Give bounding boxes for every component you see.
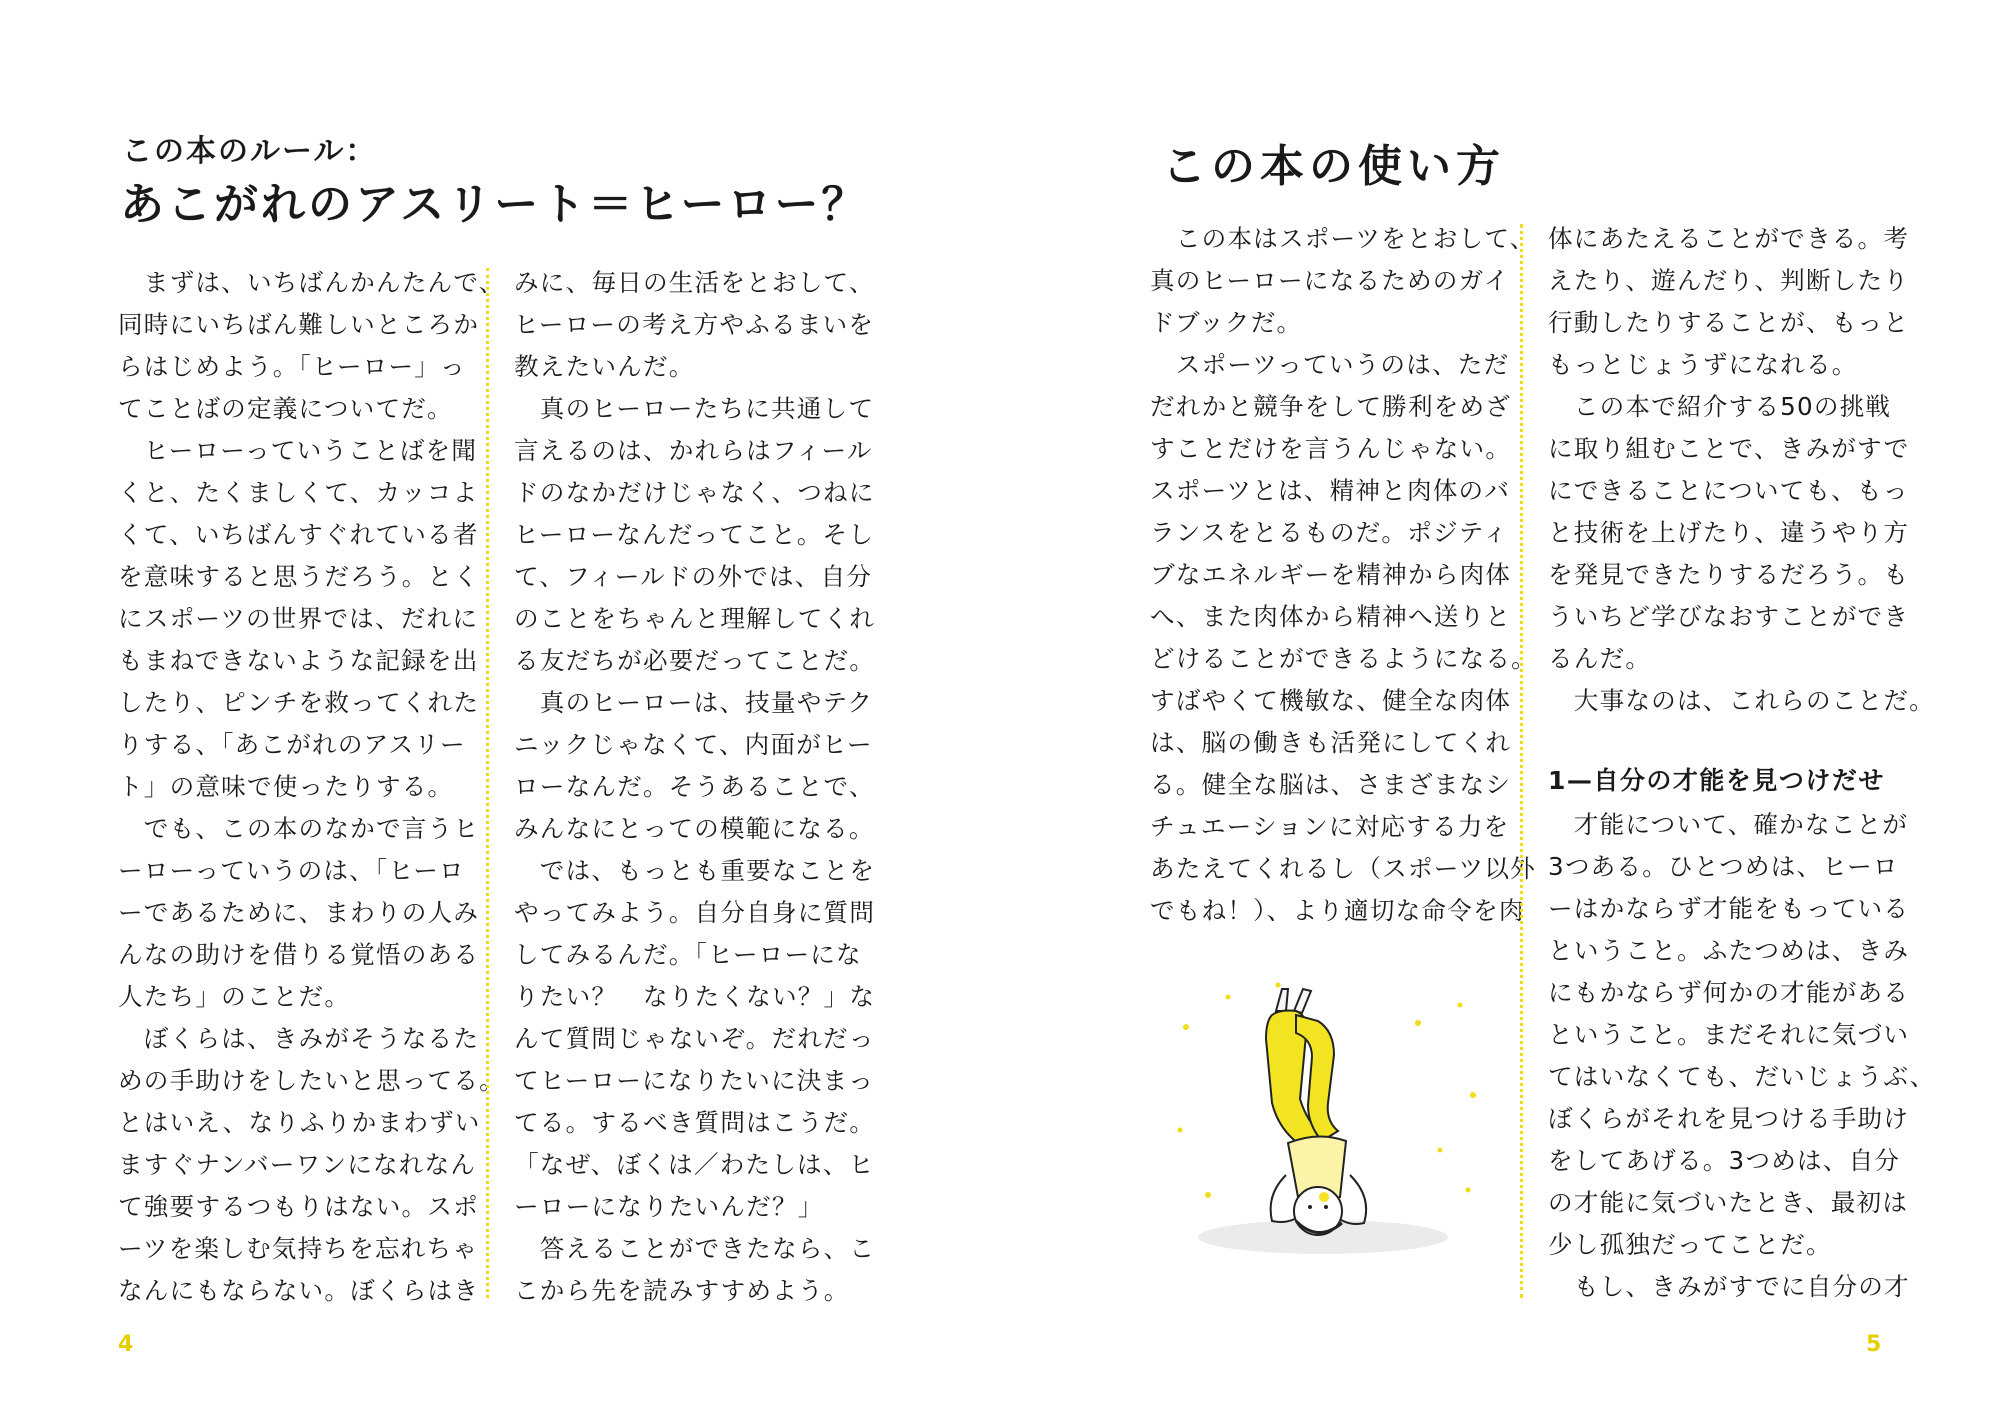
text-line-content: を発見できたりするだろう。も — [1548, 560, 1910, 589]
text-line-content: スポーツとは、精神と肉体のバ — [1150, 476, 1511, 505]
text-line — [118, 514, 505, 556]
text-line — [1548, 470, 1935, 512]
text-line — [1548, 1140, 1935, 1182]
text-line — [1150, 890, 1537, 932]
text-line — [514, 1228, 875, 1270]
text-line-content: は、脳の働きも活発にしてくれ — [1150, 728, 1512, 757]
text-line — [1548, 1266, 1935, 1308]
text-line-content: もっとじょうずになれる。 — [1548, 350, 1858, 379]
page-number-left: 4 — [118, 1332, 134, 1357]
text-line — [118, 640, 505, 682]
text-line-content: の才能に気づいたとき、最初は — [1548, 1188, 1909, 1217]
text-line — [118, 682, 505, 724]
text-line — [1150, 302, 1537, 344]
text-line — [1548, 554, 1935, 596]
text-line — [1150, 260, 1537, 302]
text-line — [1548, 1014, 1935, 1056]
text-line-content: もまねできないような記録を出 — [118, 646, 479, 675]
text-line-content: めの手助けをしたいと思ってる。 — [118, 1066, 505, 1095]
text-line-content: してみるんだ。「ヒーローにな — [514, 940, 862, 969]
text-line — [514, 934, 875, 976]
text-line-content: ーツを楽しむ気持ちを忘れちゃ — [118, 1234, 479, 1263]
text-line-content: んなの助けを借りる覚悟のある — [118, 940, 480, 969]
text-line — [1548, 218, 1935, 260]
text-line — [118, 976, 505, 1018]
text-line — [1150, 680, 1537, 722]
text-line-content: この本はスポーツをとおして、 — [1150, 224, 1536, 253]
text-line — [118, 1228, 505, 1270]
text-line — [118, 556, 505, 598]
text-line-content: ドのなかだけじゃなく、つねに — [514, 478, 875, 507]
text-line-content: 少し孤独だってことだ。 — [1548, 1230, 1832, 1259]
text-line-content: て強要するつもりはない。スポ — [118, 1192, 479, 1221]
text-line — [1548, 1056, 1935, 1098]
headstand-illustration — [1168, 975, 1498, 1270]
right-page — [1000, 0, 2000, 1410]
page-title: この本の使い方 — [1162, 141, 1505, 192]
text-line-content: てことばの定義についてだ。 — [118, 394, 453, 423]
text-line — [514, 1270, 875, 1312]
right-page-column-2-bottom — [1548, 804, 1935, 1308]
text-line-content: でも、この本のなかで言うヒ — [118, 814, 480, 843]
text-line — [514, 262, 875, 304]
text-line — [514, 556, 875, 598]
text-line-content: こから先を読みすすめよう。 — [514, 1276, 850, 1305]
text-line — [118, 598, 505, 640]
text-line-content: ヒーローっていうことばを聞 — [118, 436, 478, 465]
text-line — [1548, 888, 1935, 930]
text-line — [1548, 638, 1935, 680]
text-line-content: へ、また肉体から精神へ送りと — [1150, 602, 1512, 631]
text-line — [1150, 386, 1537, 428]
text-line — [118, 724, 505, 766]
right-page-column-2-top — [1548, 218, 1935, 722]
text-line — [1548, 930, 1935, 972]
text-line — [514, 1144, 875, 1186]
text-line — [1150, 512, 1537, 554]
text-line — [514, 724, 875, 766]
text-line-content: くて、いちばんすぐれている者 — [118, 520, 479, 549]
text-line — [118, 1144, 505, 1186]
text-line-content: だれかと競争をして勝利をめざ — [1150, 392, 1512, 421]
text-line-content: て、フィールドの外では、自分 — [514, 562, 873, 591]
text-line — [1150, 596, 1537, 638]
text-line-content: らはじめよう。「ヒーロー」っ — [118, 352, 466, 381]
text-line-content: 3つある。ひとつめは、ヒーロ — [1548, 852, 1899, 881]
text-line — [118, 1018, 505, 1060]
text-line — [118, 1060, 505, 1102]
text-line — [514, 1102, 875, 1144]
text-line — [514, 640, 875, 682]
text-line-content: ト」の意味で使ったりする。 — [118, 772, 454, 801]
text-line-content: まずは、いちばんかんたんで、 — [118, 268, 505, 297]
text-line — [1548, 804, 1935, 846]
text-line — [1548, 680, 1935, 722]
text-line — [1548, 596, 1935, 638]
text-line — [514, 808, 875, 850]
column-divider — [1520, 224, 1523, 1298]
text-line — [1150, 806, 1537, 848]
text-line — [1150, 764, 1537, 806]
text-line — [118, 850, 505, 892]
text-line-content: えたり、遊んだり、判断したり — [1548, 266, 1910, 295]
text-line-content: ランスをとるものだ。ポジティ — [1150, 518, 1509, 547]
text-line-content: ドブックだ。 — [1150, 308, 1303, 337]
text-line-content: すことだけを言うんじゃない。 — [1150, 434, 1512, 463]
text-line — [514, 472, 875, 514]
text-line-content: やってみよう。自分自身に質問 — [514, 898, 876, 927]
text-line-content: みに、毎日の生活をとおして、 — [514, 268, 875, 297]
text-line — [118, 1270, 505, 1312]
text-line — [118, 346, 505, 388]
text-line-content: 体にあたえることができる。考 — [1548, 224, 1910, 253]
text-line-content: でもね！）、より適切な命令を肉 — [1150, 896, 1525, 925]
text-line-content: にできることについても、もっ — [1548, 476, 1909, 505]
text-line-content: る友だちが必要だってことだ。 — [514, 646, 876, 675]
text-line — [1548, 1224, 1935, 1266]
text-line — [514, 598, 875, 640]
text-line — [514, 304, 875, 346]
text-line-content: ローなんだ。そうあることで、 — [514, 772, 875, 801]
text-line — [514, 514, 875, 556]
text-line-content: んて質問じゃないぞ。だれだっ — [514, 1024, 875, 1053]
text-line-content: をしてあげる。3つめは、自分 — [1548, 1146, 1901, 1175]
text-line-content: スポーツっていうのは、ただ — [1150, 350, 1510, 379]
text-line — [514, 892, 875, 934]
text-line-content: この本で紹介する50の挑戦 — [1548, 392, 1892, 421]
text-line — [118, 304, 505, 346]
text-line — [118, 262, 505, 304]
page-number-right: 5 — [1866, 1332, 1882, 1357]
text-line-content: 大事なのは、これらのことだ。 — [1548, 686, 1935, 715]
text-line-content: 真のヒーローたちに共通して — [514, 394, 875, 423]
text-line-content: を意味すると思うだろう。とく — [118, 562, 480, 591]
text-line-content: ということ。まだそれに気づい — [1548, 1020, 1910, 1049]
text-line — [1150, 344, 1537, 386]
left-page-column-1 — [118, 262, 505, 1312]
text-line-content: ぼくらは、きみがそうなるた — [118, 1024, 480, 1053]
text-line-content: なんにもならない。ぼくらはき — [118, 1276, 480, 1305]
rule-title: この本のルール： — [122, 134, 378, 169]
column-divider — [486, 268, 489, 1298]
text-line — [1548, 302, 1935, 344]
text-line-content: ブなエネルギーを精神から肉体 — [1150, 560, 1512, 589]
text-line — [1548, 1098, 1935, 1140]
text-line-content: 才能について、確かなことが — [1548, 810, 1909, 839]
text-line-content: ーであるために、まわりの人み — [118, 898, 480, 927]
text-line — [1548, 344, 1935, 386]
text-line — [1150, 218, 1537, 260]
text-line-content: 行動したりすることが、もっと — [1548, 308, 1910, 337]
text-line — [118, 892, 505, 934]
text-line-content: てはいなくても、だいじょうぶ、 — [1548, 1062, 1936, 1091]
text-line — [1150, 554, 1537, 596]
text-line-content: ーローになりたいんだ？」 — [514, 1192, 824, 1221]
text-line — [1548, 428, 1935, 470]
text-line-content: る。健全な脳は、さまざまなシ — [1150, 770, 1512, 799]
text-line-content: どけることができるようになる。 — [1150, 644, 1537, 673]
text-line-content: 言えるのは、かれらはフィール — [514, 436, 873, 465]
text-line-content: みんなにとっての模範になる。 — [514, 814, 875, 843]
text-line-content: ということ。ふたつめは、きみ — [1548, 936, 1910, 965]
text-line — [514, 388, 875, 430]
text-line — [1548, 260, 1935, 302]
text-line — [1548, 386, 1935, 428]
text-line — [514, 682, 875, 724]
text-line-content: 教えたいんだ。 — [514, 352, 695, 381]
text-line — [514, 430, 875, 472]
text-line-content: 真のヒーローになるためのガイ — [1150, 266, 1510, 295]
text-line-content: にもかならず何かの才能がある — [1548, 978, 1910, 1007]
text-line — [118, 472, 505, 514]
text-line — [1150, 470, 1537, 512]
text-line — [1548, 512, 1935, 554]
text-line — [1548, 972, 1935, 1014]
section-heading: 1—自分の才能を見つけだせ — [1548, 766, 1885, 795]
text-line — [514, 850, 875, 892]
text-line — [118, 766, 505, 808]
text-line-content: に取り組むことで、きみがすで — [1548, 434, 1910, 463]
text-line-content: したり、ピンチを救ってくれた — [118, 688, 480, 717]
text-line — [118, 388, 505, 430]
text-line-content: りたい？ なりたくない？」な — [514, 982, 876, 1011]
text-line — [514, 1018, 875, 1060]
text-line — [514, 1060, 875, 1102]
text-line-content: ーはかならず才能をもっている — [1548, 894, 1910, 923]
text-line-content: ヒーローなんだってこと。そし — [514, 520, 875, 549]
text-line-content: 人たち」のことだ。 — [118, 982, 351, 1011]
text-line-content: ますぐナンバーワンになれなん — [118, 1150, 477, 1179]
text-line — [514, 766, 875, 808]
right-page-column-1 — [1150, 218, 1537, 932]
text-line-content: 「なぜ、ぼくは／わたしは、ヒ — [514, 1150, 875, 1179]
text-line — [1548, 1182, 1935, 1224]
text-line-content: 同時にいちばん難しいところか — [118, 310, 480, 339]
text-line — [514, 346, 875, 388]
text-line — [1548, 846, 1935, 888]
text-line-content: のことをちゃんと理解してくれ — [514, 604, 876, 633]
text-line-content: ヒーローの考え方やふるまいを — [514, 310, 875, 339]
text-line — [514, 976, 875, 1018]
text-line — [1150, 428, 1537, 470]
text-line-content: では、もっとも重要なことを — [514, 856, 876, 885]
text-line-content: ーローっていうのは、「ヒーロ — [118, 856, 465, 885]
text-line — [1150, 638, 1537, 680]
text-line-content: ういちど学びなおすことができ — [1548, 602, 1910, 631]
text-line — [514, 1186, 875, 1228]
text-line-content: にスポーツの世界では、だれに — [118, 604, 479, 633]
text-line-content: と技術を上げたり、違うやり方 — [1548, 518, 1910, 547]
text-line-content: てヒーローになりたいに決まっ — [514, 1066, 875, 1095]
left-page-column-2 — [514, 262, 875, 1312]
text-line — [118, 430, 505, 472]
text-line-content: すばやくて機敏な、健全な肉体 — [1150, 686, 1512, 715]
person-figure — [1266, 989, 1366, 1235]
text-line-content: もし、きみがすでに自分の才 — [1548, 1272, 1910, 1301]
text-line — [118, 808, 505, 850]
text-line — [118, 1186, 505, 1228]
text-line — [1150, 848, 1537, 890]
text-line-content: チュエーションに対応する力を — [1150, 812, 1510, 841]
rule-headline: あこがれのアスリート＝ヒーロー？ — [120, 179, 869, 230]
text-line-content: 真のヒーローは、技量やテク — [514, 688, 874, 717]
text-line-content: てる。するべき質問はこうだ。 — [514, 1108, 876, 1137]
text-line — [118, 1102, 505, 1144]
text-line-content: 答えることができたなら、こ — [514, 1234, 876, 1263]
text-line-content: くと、たくましくて、カッコよ — [118, 478, 479, 507]
text-line — [118, 934, 505, 976]
text-line — [1150, 722, 1537, 764]
text-line-content: るんだ。 — [1548, 644, 1652, 673]
text-line-content: あたえてくれるし（スポーツ以外 — [1150, 854, 1536, 883]
text-line-content: とはいえ、なりふりかまわずい — [118, 1108, 481, 1137]
text-line-content: ぼくらがそれを見つける手助け — [1548, 1104, 1910, 1133]
text-line-content: りする、「あこがれのアスリー — [118, 730, 466, 759]
text-line-content: ニックじゃなくて、内面がヒー — [514, 730, 873, 759]
